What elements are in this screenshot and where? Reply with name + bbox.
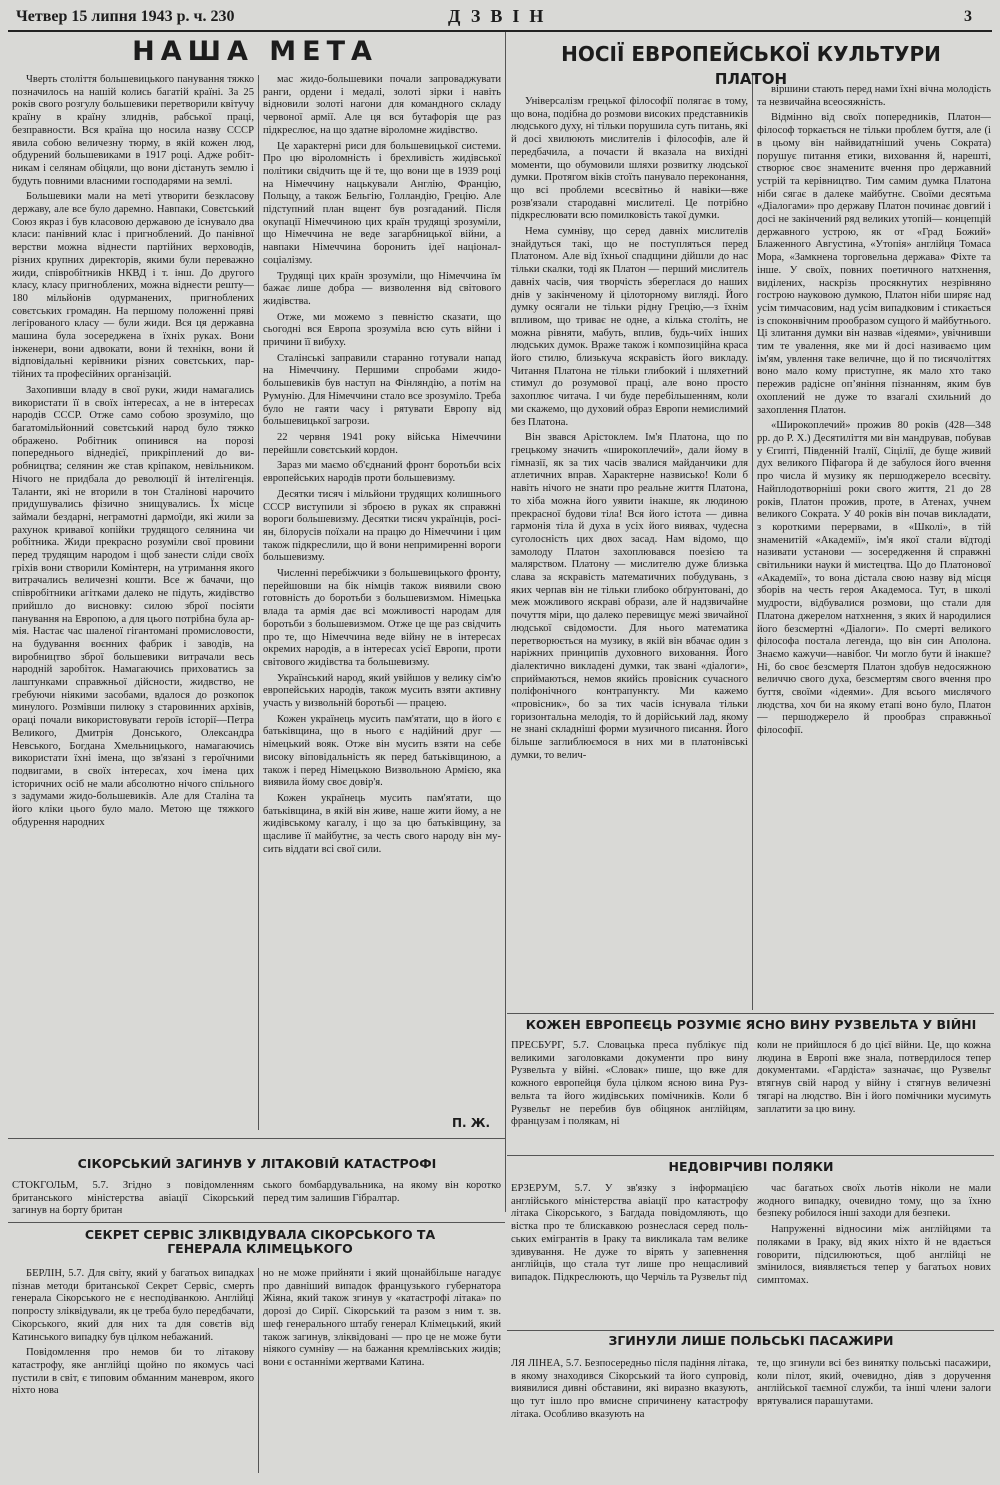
paragraph: мас жидо-большевики почали запроваджувати ранги, ордени і медалі, золоті зірки і навіть відновили золоті нагони для командного складу червоної армії. Але ця вся бутафорія ще раз підкреслює, на що здатне віроломне жидівство. <box>263 74 501 136</box>
article-column: СТОКГОЛЬМ, 5.7. Згідно з повідомленням британського міністерства авіації Сікорський загинув на борту британ <box>12 1180 254 1217</box>
article-title: СЕКРЕТ СЕРВІС ЗЛІКВІДУВАЛА СІКОРСЬКОГО ТА ГЕНЕРАЛА КЛІМЕЦЬКОГО <box>84 1228 436 1257</box>
paragraph: Кожен українець мусить пам'ятати, що в його є батьківщина, що в нього є надійний друг — німецький вояк. Отже він мусить взяти на себе високу віповідальність як перед батьківщиною, а також і перед Німецькою Визвольною Армією, яка виявила йому своє довір'я. <box>263 713 501 789</box>
paragraph: Це характерні риси для большевицької системи. Про цю віроломність і брехливість жидівської політики свідчить ще й те, що вони ще в 1939 році на Німеччину нацькували Англію, Францію, Польщу, а також Бельгію, Голландію, Грецію. Але підступний план вщент був розгаданий. Після окупації Німеччиною цих країн трудящі зрозуміли, що Німеччина не веде загарбницької війни, а навпаки Німеччина боронить ідеї націонал-соціалізму. <box>263 140 501 266</box>
paragraph: Большевики мали на меті утворити безкласову державу, але все було даремно. Навпаки, Совєтський Союз якраз і був класовою державою де існувало два класи: панівний клас і пригноблений. До панівної верстви можна віднести партійних верховодів, різних крупних директорів, якими були переважно жиди, співробітників НКВД і т. інш. До другого класу, класу пригноблених, можна віднести решту—180 мільйонів одурманених, пригноблених совєтських громадян. На першому положенні пряві легірованого класу — були жиди. Вся ця державна машина була зосереджена в їхніх руках. Вони інженери, вони адвокати, вони й технікн, вони й відповідальні керівники різних совєтських, партійних та професійних організацій. <box>12 191 254 381</box>
paragraph: Напруженні відносини між англійцями та поляками в Іраку, від яких ніхто й не вдається говорити, підсилюються, щоб англійці не змінилося, виявляється тепер у багатьох нових симптомах. <box>757 1224 991 1286</box>
section-rule <box>507 1013 994 1014</box>
paragraph: Численні перебіжчики з большевицького фронту, перейшовши на бік німців також виявили свою готовність до боротьби з большевизмом. Німецька влада та армія дає всі можливості народам для боротьби з большевизмом. Отже це ще раз свідчить про те, що Німеччина веде війну не в інтересах окремих народів, а в інтересах усієї Европи, проти світового жидівства та большевизму. <box>263 568 501 668</box>
article-column: но не може прийняти і який щонайбільше нагадує про давніший випадок французького губернатора Жіяна, який також згинув у «катастрофі літака» по дорозі до Сирії. Сікорський та разом з ним т. зв. шеф генерального штабу генерал Клімецький, який також загинув, зліквідовані — про це не може бути ніякого сумніву — на бажання кремлівських жидів; вони є останніми жертвами Катина. <box>263 1268 501 1368</box>
article-signature: П. Ж. <box>452 1116 491 1130</box>
paragraph: Трудящі цих країн зрозуміли, що Німеччина їм бажає лише добра — визволення від світового жидівства. <box>263 270 501 307</box>
article-column <box>12 74 254 1134</box>
article-column <box>757 1183 991 1323</box>
paragraph: Кожен українець мусить пам'ятати, що батьківщина, в якій він живе, наше жити йому, а не жидівському кагалу, і що за цю батьківщину, за щасливе її майбутнє, за честь свого народу він мусить віддати всі свої сили. <box>263 792 501 855</box>
article-title: СІКОРСЬКИЙ ЗАГИНУВ У ЛІТАКОВІЙ КАТАСТРОФІ <box>77 1157 437 1171</box>
paragraph: БЕРЛІН, 5.7. Для світу, який у багатьох випадках пізнав методи британської Секрет Сервіс, смерть генерала Сікорського не є несподіванкою. Англійці попросту зліквідували, як це треба було передбачати, Сікорського, який для них та для совєтів від Катинського випадку був цілком небажаний. <box>12 1268 254 1343</box>
paragraph: «Широкоплечий» прожив 80 років (428—348 рр. до Р. Х.) Десятиліття ми він мандрував, побував у Єгипті, Південній Італії, Сіцілії, де буще живий дух великого Піфагора й де забулося його вчення про числа й музику як першоджерело всесвіту. Найплодотворніші роки свого життя, 21 до 28 років, Платон прожив, проте, в Атенах, учнем великого Сократа. У 40 років він почав викладати, з короткими перервами, в «Школі», в тій знаменитій «Академії», ім'я якої стали вїдтоді називати установи — зосередження й справжні світильники науки й мистецтва. Що до Платонової «Академії», то вона дістала свою назву від місця зборів на честь героя Академоса. Тут, в школі мудрости, відбувалися розмови, що стали для Платона джерелом натхнення, з яких й народилися його безсмертні «Діалоги». По смерті великого філософа постала легенда, що він син Аполона. Знаємо кажучи—навiбoг. Чи могло бути й інакше? Ні, бо своє безсмертя Платон здобув недосяжною величчю свого духа, безсмертям свого вчення про буття, своїми «ідеями». Для всього мислячого людства, хоч би на якому етапі воно було, Платон— першоджерело й прообраз справжньої філософії. <box>757 420 991 737</box>
paragraph: Чверть століття большевицького панування тяжко позначилось на нашій колись багатій країні. За 25 років свого розгулу большевики перетворили квітучу країну в країну злиднів, рабської праці, безправности. Вся країна що носила назву СССР явила собою величезну тюрму, в якій кожен люд, обдурений большевиками в 1917 році. Адже робітникам і селянам обіцяли, що вони дістануть землю і будуть повними власними господарями на землі. <box>12 74 254 187</box>
paragraph: 22 червня 1941 року війська Німеччини перейшли совєтський кордон. <box>263 431 501 456</box>
section-rule <box>507 1330 994 1331</box>
paragraph: час багатьох своїх льотів ніколи не мали жодного випадку, очевидно тому, що за їхню безпеку робилося інші заходи для безпеки. <box>757 1183 991 1220</box>
article-title: НОСІЇ ЕВРОПЕЙСЬКОЇ КУЛЬТУРИ <box>561 42 941 66</box>
paragraph: віршини стають перед нами їхні вічна молодість та незвичайна всеосяжність. <box>757 84 991 108</box>
column-divider <box>505 32 506 1212</box>
article-column: те, що згинули всі без винятку польські пасажири, коли пілот, який, очевидно, діяв з доручення англійської таємної служби, та інші члени залоги врятувалися парашутами. <box>757 1358 991 1408</box>
paragraph: Сталінські заправили старанно готували напад на Німеччину. Першими спробами жидо-большевиків був наступ на Фінляндію, а потім на Румунію. Для Німеччини стало все зрозуміло. Треба було не гаяти часу і рятувати Европу від большевицької загрози. <box>263 352 501 428</box>
article-column <box>511 96 748 1011</box>
article-column: ЛЯ ЛІНЕА, 5.7. Безпосередньо після падіння літака, в якому знаходився Сікорський та його супровід, виявилися дивні обставини, які виразно вказують, що тут ішло про вмисне спричинену катастрофу літака. Особливо вказують на <box>511 1358 748 1420</box>
article-column <box>12 1268 254 1478</box>
paragraph: Відмінно від своїх попередників, Платон—філософ торкається не тільки проблем буття, але (і в цьому він найвидатніший учень Сократа) порушує питання етики, виховання й, нарешті, створює своє знаменитє вчення про державний устрій та керівництво. Тим самим думка Платона ніби сягає в далеке майбутнє. Своїми десятьма «Діалогами» про державу Платон починає довгий і досі не закінчений ряд великих утопій— концепцій державного устрою, як от «Град Божий» Блаженного Августина, «Утопія» англійця Томаса Мора, «Замкнена торговельна держава» Фіхте та інше. У своїх, повних поетичного натхнення, виділених, наскрізь просякнутих незрівняно гострою науковою думкою, Платон ніби ширяє над усім тимчасовим, над усім випадковим і стикається із споконвічним прообразом сущого й майбутнього. Ці злитання думки він назвав «ідеями», увічнивши тим те увалення, яке ми й досі називаємо цим ім'ям, увлення таке величне, що й по тисячоліттях воно мало кому приступне, як мало хто тако пережив радісне опʼяніння пізнанням, яким був охоплений не дуже то взагалі схильний до захоплення Платон. <box>757 112 991 416</box>
paragraph: Зараз ми маємо об'єднаний фронт боротьби всіх европейських народів проти большевизму. <box>263 460 501 485</box>
paragraph: Захопивши владу в свої руки, жиди намагались використати її в своїх інтересах, а не в інтересах народів СССР. Отже само собою зрозуміло, що багатомільйонний совєтський народ було тяжко ображено. Робітник опинився на порозі попереднього віднедієї, прикріплений до виробництва; селянин же став кріпаком, невільником. Нічого не придбала до революції й інтелігенція. Таланти, які не вторили в тон Сталінові нарочито придушувались фізично знищувались. Їх місце займали бездарні, неграмотні дармоїди, які жили за рахунок кривавої копійки трудящого селянина чи робітника. Жиди прекрасно розуміли свої провини перед трудящим народом і щоб занести сліди своїх гріхів вони створили Комінтерн, на утримання якого витрачались величезні кошти. Все ж бачачи, що співробітники агітками далеко не підуть, жидівство прийшло до висновку: силою зброї посіяти панування на Европою, а для цього потрібна була армія. Настає час шаленої гігантомані промисловости, на будування воєнних фабрик і заводів, на виробництво зброї большевики витрачали весь народній заробіток. Намагаючись прихoвaтись за лаштунками справжньої дійсности, жидвство, не гребуючи ніякими засобами, вдалося до розкопок минулого. Розмівши пилюку з старовинних архівів, ораці почали використовувати героїв історії—Петра Великого, Дмитрія Донського, Олександра Невського, Богдана Хмельницького, намагаючись використати їхні імена, що зв'язані з героїчними подвигами, в своїх інтересах, хоч імена цих історичних осіб не мали абсолютно нічого спільного з задумами жидо-большевиків. Але для Сталіна та його кліки цього було мало. Метою ще тяжкого обдурення народних <box>12 384 254 828</box>
paragraph: Український народ, який увійшов у велику сім'ю европейських народів, також мусить взяти активну участь у визвольній боротьбі — працею. <box>263 672 501 710</box>
article-subtitle: ПЛАТОН <box>714 70 788 88</box>
paragraph: Отже, ми можемо з певністю сказати, що сьогодні вся Европа зрозуміла всю суть війни і причини її вибуху. <box>263 311 501 349</box>
column-divider <box>752 75 753 1010</box>
article-title: ЗГИНУЛИ ЛИШЕ ПОЛЬСЬКІ ПАСАЖИРИ <box>608 1334 894 1348</box>
article-column <box>757 84 991 1011</box>
article-title: НАША МЕТА <box>132 36 378 67</box>
column-divider <box>258 1268 259 1473</box>
issue-date: Четвер 15 липня 1943 р. ч. 230 <box>16 8 235 25</box>
article-title: НЕДОВІРЧИВІ ПОЛЯКИ <box>668 1160 834 1174</box>
paragraph: Повідомлення про немов би то літакову катастрофу, яке англійці щойно по якомусь часі пустили в світ, є типовим обманним маневром, якого ніхто нова <box>12 1347 254 1397</box>
section-rule <box>8 1138 505 1139</box>
article-title: КОЖЕН ЕВРОПЕЄЦЬ РОЗУМІЄ ЯСНО ВИНУ РУЗВЕЛЬТА У ВІЙНІ <box>525 1018 977 1032</box>
masthead <box>8 4 992 32</box>
article-column: ського бомбардувальника, на якому він коротко перед тим залишив Гібралтар. <box>263 1180 501 1204</box>
article-column: ЕРЗЕРУМ, 5.7. У зв'язку з інформацією англійського міністерства авіації про катастрофу літака Сікорського, з Багдада повідомляють, що вістка про те блискавкою рознеслася серед польських емігрантів в Іраку та викликала там велике здивування. Не дуже то вірять у запевнення англійців, що стала тут лише про нещасливий випадок. Підкреслюють, що Черчіль та Рузвельт під <box>511 1183 748 1283</box>
newspaper-name: ДЗВІН <box>448 6 554 26</box>
article-column <box>263 74 501 1114</box>
paragraph: Нема сумніву, що серед давніх мислителів знайдуться такі, що не поступляться перед Платоном. Але від їхньої спадщини дійшли до нас тільки скалки, тоді як Платон — перший мислитель давніх часів, чия творчість збереглася до наших днів у закінченому й цілоторному вигляді. Його думку осягали не тільки рідну Грецію,—з їхнім впливом, що триває не одне, а кілька століть, не можна рівняти, мабуть, вплив, будь-чиїх інших людських думок. Враже також і композиційна краса його стилю, близькуча яскравість його викладу. Читання Платона не тільки глибокий і шляхетний стимул до розумової праці, але воно просто захоплює читача. І чи буде перебільшенням, коли ми скажемо, що духовий образ Европи немислимий без Платона. <box>511 226 748 428</box>
article-column: ПРЕСБУРГ, 5.7. Словацька преса публікує під великими заголовками документи про вину Рузвельта у війні. «Словак» пише, що вже для кожного европейця була цілком ясною вина Рузвельта та його жидівських помічників. Коли б Рузвельт не перебив був обіцянок англійцям, французам і полякам, ні <box>511 1040 748 1128</box>
section-rule <box>507 1155 994 1156</box>
section-rule <box>8 1222 505 1223</box>
paragraph: Він звався Арістоклем. Ім'я Платона, що по грецькому значить «широкоплечий», дали йому в гімназії, як за тих часів звалися майданчики для атлетичних вправ. Характерне назвисько! Коли б навіть нічого не знати про реальне життя Платона, то хіба можна його уявити інакше, як людиною прекрасної будови тіла! Вся його істота — дивна гармонія тіла й духа в усіх його виявах, чудесна суголосність цих двох засад. Нам відомо, що замолоду Платон захоплювався поезією та малярством. Платону — мислителю дуже близька слава за яскравість математичних побудувань, з яких черпав він не тільки глибоко обґрунтовані, до меж можливого яскраві образи, але й надзвичайне почуття міри, що далеко перевищує межі звичайної людської свідомости. Для нього математика перетворюється на музику, в якій він вбачає один з наріжних принципів духовного виховання. Його діалектично викладені думки, так звані «діалоги», сприймаються, немов якийсь провісник сучасного поліфонічного контрапункту. Ми кажемо «провісник», бо за тих часів існувала тільки горизонтальна мелодія, то й дорійський лад, якому не знані складніші форми музичного писання. Його більше заглиблюємося в них ми в платонівські думки, то велич- <box>511 432 748 761</box>
paragraph: Універсалізм грецької філософії полягає в тому, що вона, подібна до розмови високих представників людського духу, ні тільки порушила суть питань, які й досі хвилюють мислителів і філософів, але й передбачила, а почасти й вказала на вихідні моменти, що обумовили шляхи розвитку людської думки. Протягом віків стоїть панувало переконання, що всі проблеми всесвітньо й навіки—вже розв'язали стародавні мислителі. Це потрібно підкреслювати всю помилковість такої думки. <box>511 96 748 222</box>
article-column: коли не прийшлося б до цієї війни. Це, що кожна людина в Европі вже знала, потвердилося тепер документами. «Гардіста» зазначає, що Рузвельт втягнув свій народ у війну і стягнув величезні тягарі на людство. Він і його помічники мусимуть заплатити за цю вину. <box>757 1040 991 1115</box>
page-number: 3 <box>964 8 972 25</box>
paragraph: Десятки тисяч і мільйони трудящих колишнього СССР виступили зі зброєю в руках як справжні вороги большeвизму. Десятки тисяч українців, росіян, білорусів поїхали на працю до Німеччини і цим також підкреслили, що й вони непримиренні вороги большевизму. <box>263 488 501 564</box>
column-divider <box>258 75 259 1130</box>
